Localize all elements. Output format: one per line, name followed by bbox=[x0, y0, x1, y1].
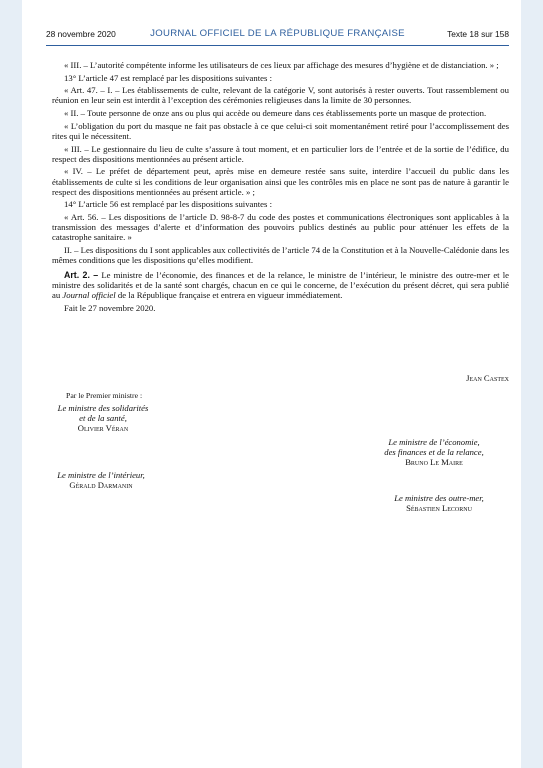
article-2-label: Art. 2. – bbox=[64, 270, 99, 281]
paragraph-8: 14° L’article 56 est remplacé par les dispositions suivantes : bbox=[64, 199, 272, 210]
paragraph-9: « Art. 56. – Les dispositions de l’article D. 98-8-7 du code des postes et communications électroniques sont applicables à la transmission des messages d’alerte et d’information des pouvoirs publics destinés au public pour atténuer les effets de la catastrophe sanitaire. » bbox=[52, 211, 509, 243]
header-date: 28 novembre 2020 bbox=[46, 29, 116, 39]
om-title: Le ministre des outre-mer, bbox=[394, 493, 484, 503]
paragraph-10: II. – Les dispositions du I sont applicables aux collectivités de l’article 74 de la Constitution et à la Nouvelle-Calédonie dans les mêmes conditions que les dispositions qu’elles modifient. bbox=[52, 244, 509, 265]
paragraph-5: « L’obligation du port du masque ne fait pas obstacle à ce que celui-ci soit momentanément retiré pour l’accomplissement des rites qui le nécessitent. bbox=[52, 120, 509, 141]
journal-title: JOURNAL OFFICIEL DE LA RÉPUBLIQUE FRANÇAISE bbox=[150, 28, 405, 39]
eco-title-1: Le ministre de l’économie, bbox=[388, 437, 480, 447]
page-header bbox=[46, 29, 509, 43]
paragraph-3: « Art. 47. – I. – Les établissements de culte, relevant de la catégorie V, sont autorisés à rester ouverts. Tout rassemblement ou réunion en leur sein est interdit à l’exception des cérémonies religieuses dans la limite de 30 personnes. bbox=[52, 85, 509, 106]
eco-name: Bruno Le Maire bbox=[405, 457, 463, 467]
sante-name: Olivier Véran bbox=[77, 423, 129, 433]
signature-prime-minister bbox=[466, 373, 509, 383]
paragraph-1: « III. – L’autorité compétente informe les utilisateurs de ces lieux par affichage des mesures d’hygiène et de distanciation. » ; bbox=[64, 60, 499, 70]
signature-interieur bbox=[40, 470, 162, 490]
signature-sante bbox=[44, 403, 162, 433]
article-2 bbox=[52, 270, 509, 300]
om-name: Sébastien Lecornu bbox=[406, 503, 472, 513]
signature-outre-mer bbox=[369, 493, 509, 513]
int-name: Gérald Darmanin bbox=[69, 480, 133, 490]
paragraph-6: « III. – Le gestionnaire du lieu de culte s’assure à tout moment, et en particulier lors de l’entrée et de la sortie de l’édifice, du respect des dispositions mentionnées au présent article. bbox=[52, 143, 509, 164]
paragraph-2: 13° L’article 47 est remplacé par les dispositions suivantes : bbox=[64, 72, 272, 83]
pm-name: Jean Castex bbox=[466, 373, 509, 383]
paragraph-4: « II. – Toute personne de onze ans ou plus qui accède ou demeure dans ces établissements porte un masque de protection. bbox=[64, 108, 487, 119]
int-title: Le ministre de l’intérieur, bbox=[57, 470, 145, 480]
document-page bbox=[22, 0, 521, 768]
signature-economie bbox=[359, 437, 509, 467]
text-reference: Texte 18 sur 158 bbox=[447, 29, 509, 39]
closing-date: Fait le 27 novembre 2020. bbox=[64, 302, 156, 313]
sante-title-1: Le ministre des solidarités bbox=[57, 403, 149, 413]
sante-title-2: et de la santé, bbox=[79, 413, 127, 423]
article-2-text-after: de la République française et entrera en vigueur immédiatement. bbox=[115, 290, 343, 301]
document-body bbox=[52, 60, 509, 316]
page-margin-right bbox=[521, 0, 543, 768]
par-le-premier-ministre: Par le Premier ministre : bbox=[66, 391, 143, 400]
eco-title-2: des finances et de la relance, bbox=[384, 447, 484, 457]
page-margin-left bbox=[0, 0, 22, 768]
article-2-text-before: Le ministre de l’économie, des finances et de la relance, le ministre de l’intérieur, le ministre des outre-mer et le ministre des solidarités et de la santé sont chargés, chacun en ce qui le concerne, de l’exécution du présent décret, qui sera publié au bbox=[52, 270, 509, 301]
journal-officiel-italic: Journal officiel bbox=[62, 290, 116, 301]
paragraph-7: « IV. – Le préfet de département peut, après mise en demeure restée sans suite, interdire l’accueil du public dans les établissements de culte si les conditions de leur organisation ainsi que les contrôles mis en place ne sont pas de nature à garantir le respect des dispositions mentionnées au présent article. » ; bbox=[52, 166, 509, 197]
header-rule bbox=[46, 45, 509, 46]
